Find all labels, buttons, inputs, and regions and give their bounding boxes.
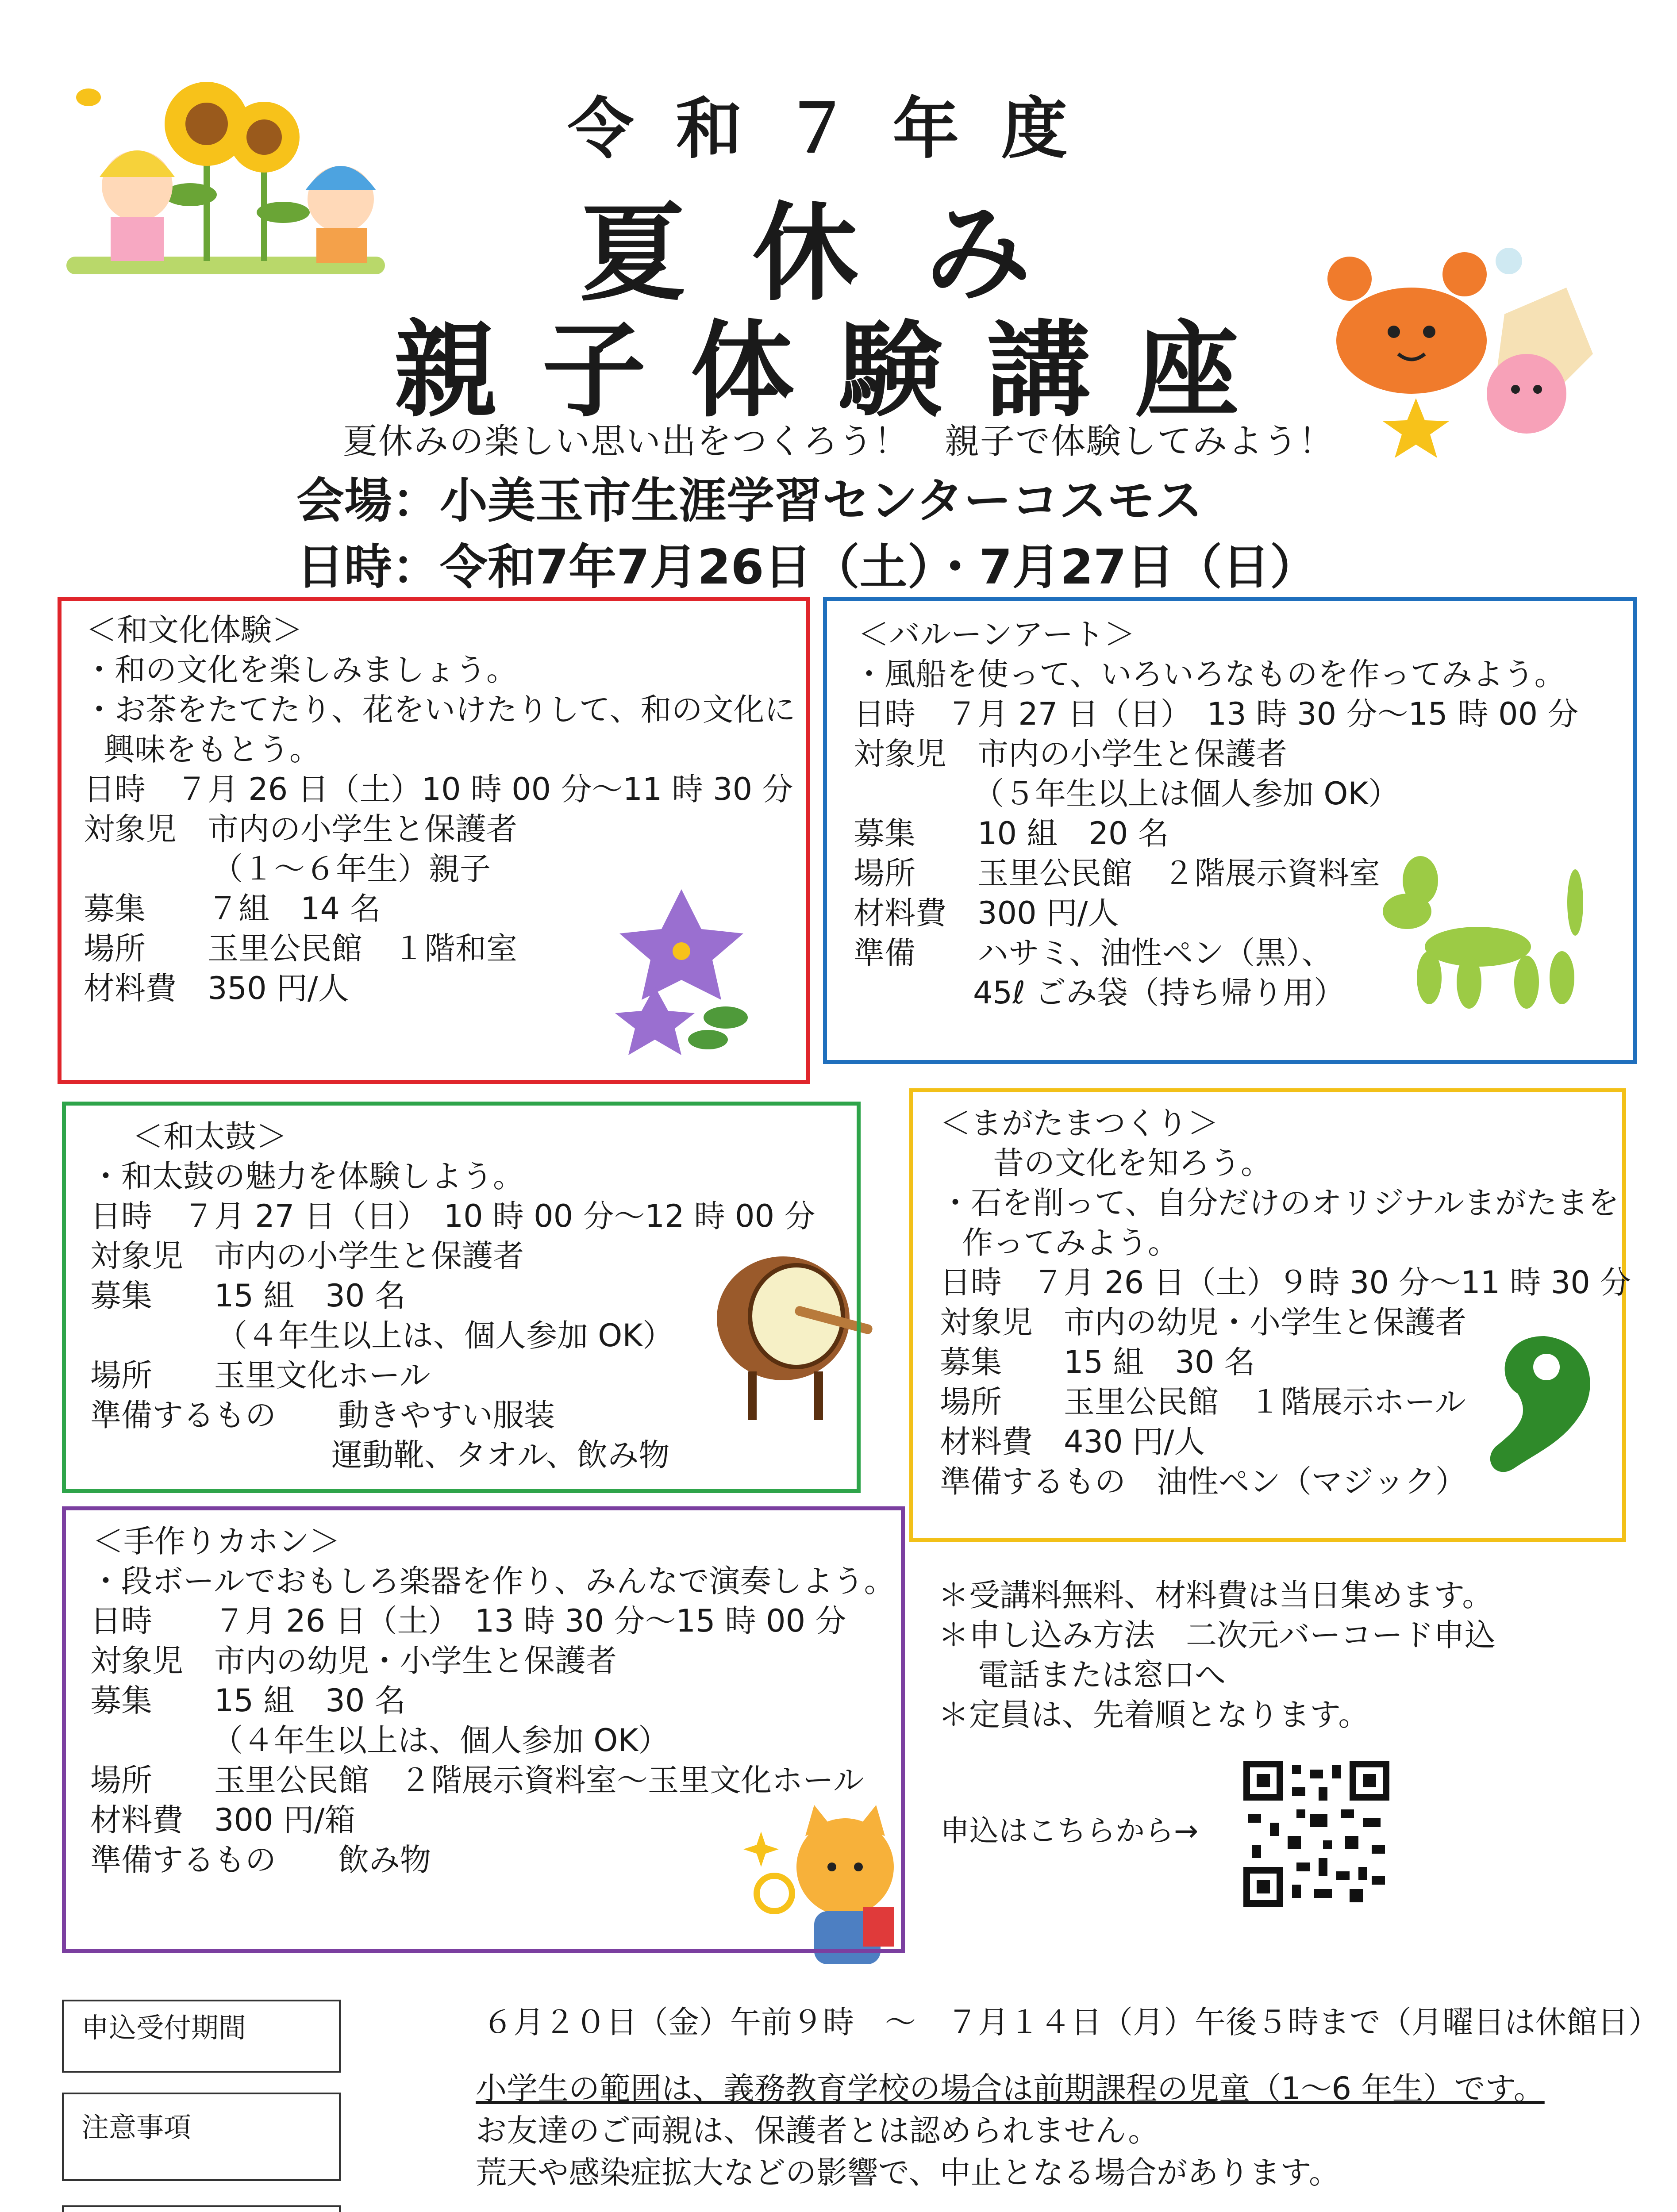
caution-guardian: お友達のご両親は、保護者とは認められません。	[476, 2112, 1159, 2149]
course-place: 場所 玉里公民館 １階和室	[84, 930, 517, 967]
course-desc: 興味をもとう。	[104, 731, 320, 768]
course-target: 対象児 市内の小学生と保護者	[84, 811, 517, 847]
note-fee: ＊受講料無料、材料費は当日集めます。	[938, 1577, 1493, 1613]
course-target-detail: （１～６年生）親子	[212, 851, 491, 887]
course-prep: 準備するもの 油性ペン（マジック）	[940, 1463, 1466, 1500]
period-text: ６月２０日（金）午前９時 ～ ７月１４日（月）午後５時まで（月曜日は休館日）	[482, 2004, 1659, 2040]
course-wadaiko	[62, 1102, 861, 1493]
course-heading: ＜和太鼓＞	[132, 1118, 287, 1155]
course-desc: ・段ボールでおもしろ楽器を作り、みんなで演奏しよう。	[90, 1563, 895, 1599]
course-place: 場所 玉里公民館 １階展示ホール	[940, 1384, 1466, 1420]
course-target-detail: （５年生以上は個人参加 OK）	[973, 776, 1400, 812]
course-datetime: 日時 ７月 26 日（土） 13 時 30 分～15 時 00 分	[90, 1603, 846, 1639]
course-magatama	[909, 1088, 1631, 1542]
course-datetime: 日時 ７月 27 日（日） 13 時 30 分～15 時 00 分	[854, 696, 1579, 732]
course-desc: ・お茶をたてたり、花をいけたりして、和の文化に	[84, 691, 796, 728]
course-recruit: 募集 ７組 14 名	[84, 891, 381, 927]
course-prep-detail: 運動靴、タオル、飲み物	[331, 1437, 670, 1473]
course-desc: 作ってみよう。	[962, 1225, 1179, 1261]
note-first-come: ＊定員は、先着順となります。	[938, 1697, 1369, 1733]
course-heading: ＜手作りカホン＞	[92, 1523, 340, 1559]
qr-code[interactable]	[1243, 1761, 1389, 1907]
caution-label-box	[62, 2093, 341, 2181]
course-datetime: 日時 ７月 26 日（土）９時 30 分～11 時 30 分	[940, 1264, 1631, 1301]
course-place: 場所 玉里文化ホール	[90, 1357, 431, 1394]
course-cajon	[62, 1506, 905, 1953]
course-desc: ・風船を使って、いろいろなものを作ってみよう。	[854, 656, 1565, 692]
title-parent-child-course: 親子体験講座	[394, 311, 1283, 431]
course-desc: ・和の文化を楽しみましょう。	[84, 652, 517, 688]
course-heading: ＜まがたまつくり＞	[940, 1105, 1219, 1141]
course-desc: ・和太鼓の魅力を体験しよう。	[90, 1158, 524, 1194]
course-datetime: 日時 ７月 27 日（日） 10 時 00 分～12 時 00 分	[90, 1198, 815, 1234]
course-prep: 準備 ハサミ、油性ペン（黒）、	[854, 935, 1333, 971]
title-summer-vacation: 夏休み	[580, 192, 1097, 315]
period-label-box	[62, 2000, 341, 2073]
course-target: 対象児 市内の幼児・小学生と保護者	[940, 1304, 1466, 1340]
course-prep-detail: 45ℓ ごみ袋（持ち帰り用）	[973, 975, 1345, 1011]
course-desc: ・石を削って、自分だけのオリジナルまがたまを	[940, 1185, 1619, 1221]
course-fee: 材料費 430 円/人	[940, 1424, 1205, 1460]
caution-label: 注意事項	[81, 2111, 192, 2143]
title-year: 令和７年度	[567, 91, 1110, 168]
course-target: 対象児 市内の小学生と保護者	[854, 736, 1287, 772]
qr-label: 申込はこちらから→	[940, 1814, 1199, 1848]
course-recruit: 募集 15 組 30 名	[940, 1344, 1255, 1380]
course-recruit-detail: （４年生以上は、個人参加 OK）	[216, 1317, 674, 1354]
course-recruit: 募集 10 組 20 名	[854, 815, 1169, 852]
course-desc: 昔の文化を知ろう。	[993, 1145, 1272, 1181]
course-prep: 準備するもの 飲み物	[90, 1842, 431, 1878]
course-place: 場所 玉里公民館 ２階展示資料室～玉里文化ホール	[90, 1762, 864, 1798]
course-fee: 材料費 300 円/人	[854, 895, 1119, 931]
subtitle: 夏休みの楽しい思い出をつくろう！ 親子で体験してみよう！	[342, 422, 1334, 461]
course-fee: 材料費 300 円/箱	[90, 1802, 356, 1838]
course-balloon-art	[823, 597, 1637, 1064]
course-recruit: 募集 15 組 30 名	[90, 1278, 406, 1314]
caution-scope	[476, 2064, 1545, 2108]
period-label: 申込受付期間	[81, 2012, 246, 2044]
course-target: 対象児 市内の幼児・小学生と保護者	[90, 1643, 617, 1679]
course-wabunka	[58, 597, 810, 1084]
course-recruit: 募集 15 組 30 名	[90, 1682, 406, 1719]
event-date: 日時：令和7年7月26日（土）・7月27日（日）	[296, 540, 1318, 595]
note-apply-method: ＊申し込み方法 二次元バーコード申込	[938, 1617, 1496, 1653]
caution-scope-text: 小学生の範囲は、義務教育学校の場合は前期課程の児童（1～6 年生）です。	[476, 2070, 1545, 2107]
course-heading: ＜バルーンアート＞	[858, 616, 1135, 653]
venue: 会場：小美玉市生涯学習センターコスモス	[296, 473, 1203, 529]
course-datetime: 日時 ７月 26 日（土）10 時 00 分～11 時 30 分	[84, 771, 793, 807]
caution-cancel: 荒天や感染症拡大などの影響で、中止となる場合があります。	[476, 2154, 1340, 2191]
note-apply-method-detail: 電話または窓口へ	[978, 1657, 1226, 1693]
course-target: 対象児 市内の小学生と保護者	[90, 1238, 524, 1274]
course-prep: 準備するもの 動きやすい服装	[90, 1397, 555, 1433]
course-recruit-detail: （４年生以上は、個人参加 OK）	[212, 1722, 669, 1759]
contact-name	[476, 2205, 1001, 2212]
course-heading: ＜和文化体験＞	[86, 612, 303, 648]
course-fee: 材料費 350 円/人	[84, 970, 349, 1006]
contact-label-box	[62, 2205, 341, 2212]
course-place: 場所 玉里公民館 ２階展示資料室	[854, 855, 1380, 891]
